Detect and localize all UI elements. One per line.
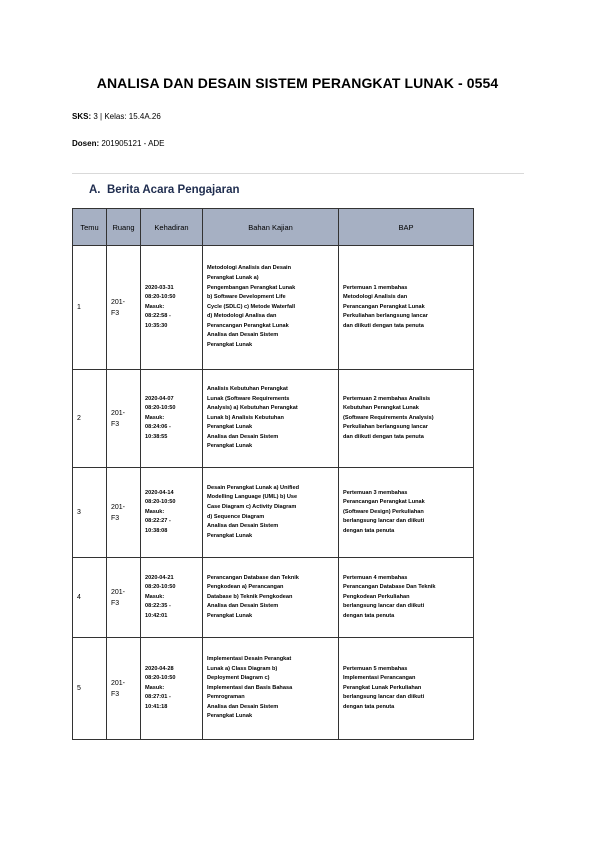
kehadiran-line: 08:22:27 - [145,518,171,525]
kehadiran-line: 10:38:08 [145,527,168,534]
bahan-line: Perangkat Lunak a) [207,274,259,281]
bahan-line: Cycle (SDLC) c) Metode Waterfall [207,303,296,310]
bahan-line: Perangkat Lunak [207,443,253,450]
ruang-line: F3 [111,690,120,698]
kehadiran-line: 2020-04-28 [145,665,174,672]
ruang-line: F3 [111,420,120,428]
cell-bahan-kajian [203,638,339,740]
bap-line: Pengkodean Perkuliahan [343,593,410,600]
bahan-line: Analisa dan Desain Sistem [207,703,279,710]
bahan-line: Database b) Teknik Pengkodean [207,593,293,600]
cell-kehadiran [141,246,203,370]
bahan-line: Perangkat Lunak [207,532,253,539]
bap-line: Kebutuhan Perangkat Lunak [343,405,419,412]
bap-line: Perancangan Perangkat Lunak [343,499,425,506]
bap-line: (Software Requirements Analysis) [343,414,434,421]
cell-bahan-kajian [203,370,339,468]
bahan-line: Perancangan Database dan Teknik [207,574,299,581]
page-title: ANALISA DAN DESAIN SISTEM PERANGKAT LUNAK - 0554 [96,75,499,91]
cell-ruang [107,558,141,638]
kehadiran-line: 10:35:30 [145,322,168,329]
cell-bahan-kajian [203,558,339,638]
ruang-line: 201- [111,679,126,687]
berita-acara-table [72,208,474,740]
sks-kelas-value: 3 | Kelas: 15.4A.26 [93,112,161,121]
kehadiran-line: 10:42:01 [145,612,168,619]
kehadiran-line: 08:20-10:50 [145,584,176,591]
bahan-line: Analisa dan Desain Sistem [207,603,279,610]
cell-kehadiran [141,468,203,558]
ruang-line: 201- [111,298,126,306]
header-bap: BAP [339,209,474,246]
bahan-line: Implementasi dan Basis Bahasa [207,684,293,691]
cell-temu: 5 [73,638,107,740]
cell-ruang [107,370,141,468]
bap-line: berlangsung lancar dan diikuti [343,603,425,610]
header-kehadiran: Kehadiran [141,209,203,246]
dosen-value: 201905121 - ADE [101,139,165,148]
bap-line: Implementasi Perancangan [343,675,416,682]
bap-line: Perancangan Database Dan Teknik [343,584,436,591]
bahan-line: Pemrograman [207,694,245,701]
bahan-line: Pengkodean a) Perancangan [207,584,284,591]
cell-bap [339,370,474,468]
cell-bahan-kajian [203,246,339,370]
kehadiran-line: 10:38:55 [145,433,168,440]
bahan-line: Perangkat Lunak [207,612,253,619]
kehadiran-line: Masuk: [145,593,165,600]
bap-line: dengan tata penuta [343,703,395,710]
ruang-line: 201- [111,409,126,417]
cell-kehadiran [141,370,203,468]
table-row [73,246,474,370]
bahan-line: Desain Perangkat Lunak a) Unified [207,484,300,491]
bap-line: Perancangan Perangkat Lunak [343,303,425,310]
bap-line: Pertemuan 1 membahas [343,284,408,291]
cell-temu: 1 [73,246,107,370]
bap-line: Pertemuan 5 membahas [343,665,408,672]
divider [72,173,524,174]
cell-bap [339,638,474,740]
bahan-line: Analisa dan Desain Sistem [207,433,279,440]
bap-line: Pertemuan 4 membahas [343,574,408,581]
bahan-line: Perancangan Perangkat Lunak [207,322,289,329]
bahan-line: Analisis Kebutuhan Perangkat [207,385,288,392]
bahan-line: Analisa dan Desain Sistem [207,332,279,339]
bap-line: Metodologi Analisis dan [343,294,408,301]
kehadiran-line: Masuk: [145,303,165,310]
cell-bahan-kajian [203,468,339,558]
bap-line: Pertemuan 2 membahas Analisis [343,395,431,402]
bap-line: dan diikuti dengan tata penuta [343,433,424,440]
bap-line: berlangsung lancar dan diikuti [343,518,425,525]
cell-ruang [107,468,141,558]
header-ruang: Ruang [107,209,141,246]
header-bahan-kajian: Bahan Kajian [203,209,339,246]
cell-temu: 3 [73,468,107,558]
table-header-row [73,209,474,246]
bahan-line: Implementasi Desain Perangkat [207,655,292,662]
cell-ruang [107,638,141,740]
bap-line: Perangkat Lunak Perkuliahan [343,684,422,691]
bahan-line: Perangkat Lunak [207,342,253,349]
kehadiran-line: 08:22:35 - [145,603,171,610]
kehadiran-line: 08:22:58 - [145,313,171,320]
kehadiran-line: 2020-04-14 [145,489,174,496]
kehadiran-line: Masuk: [145,414,165,421]
ruang-line: F3 [111,514,120,522]
section-title: Berita Acara Pengajaran [107,184,240,196]
bap-line: berlangsung lancar dan diikuti [343,694,425,701]
bahan-line: Analysis) a) Kebutuhan Perangkat [207,405,298,412]
cell-ruang [107,246,141,370]
header-temu: Temu [73,209,107,246]
bahan-line: Lunak (Software Requirements [207,395,290,402]
bahan-line: b) Software Development Life [207,294,286,301]
table-row [73,370,474,468]
kehadiran-line: Masuk: [145,508,165,515]
kehadiran-line: 10:41:18 [145,703,168,710]
ruang-line: 201- [111,588,126,596]
ruang-line: F3 [111,309,120,317]
bap-line: Perkuliahan berlangsung lancar [343,424,428,431]
kehadiran-line: 2020-04-21 [145,574,174,581]
bap-line: Pertemuan 3 membahas [343,489,408,496]
bap-line: dan diikuti dengan tata penuta [343,322,424,329]
table-row [73,638,474,740]
bap-line: (Software Design) Perkuliahan [343,508,424,515]
bahan-line: Pengembangan Perangkat Lunak [207,284,296,291]
dosen-line [72,139,165,148]
table-row [73,468,474,558]
ruang-line: 201- [111,503,126,511]
ruang-line: F3 [111,599,120,607]
kehadiran-line: 08:20-10:50 [145,499,176,506]
bahan-line: Perangkat Lunak [207,713,253,720]
cell-temu: 2 [73,370,107,468]
bap-line: Perkuliahan berlangsung lancar [343,313,428,320]
kehadiran-line: 2020-04-07 [145,395,174,402]
section-heading [89,184,240,196]
bahan-line: Deployment Diagram c) [207,675,270,682]
kehadiran-line: 2020-03-31 [145,284,174,291]
kehadiran-line: 08:20-10:50 [145,405,176,412]
cell-bap [339,246,474,370]
kehadiran-line: 08:20-10:50 [145,294,176,301]
bahan-line: Lunak a) Class Diagram b) [207,665,278,672]
kehadiran-line: 08:27:01 - [145,694,171,701]
cell-temu: 4 [73,558,107,638]
bahan-line: Perangkat Lunak [207,424,253,431]
dosen-label: Dosen: [72,139,100,148]
bap-line: dengan tata penuta [343,527,395,534]
cell-bap [339,468,474,558]
bahan-line: d) Sequence Diagram [207,513,265,520]
cell-bap [339,558,474,638]
bahan-line: Case Diagram c) Activity Diagram [207,503,297,510]
kehadiran-line: 08:20-10:50 [145,675,176,682]
table-body [73,246,474,740]
kehadiran-line: Masuk: [145,684,165,691]
bahan-line: Modelling Language (UML) b) Use [207,494,298,501]
bahan-line: d) Metodologi Analisa dan [207,313,277,320]
table-row [73,558,474,638]
bahan-line: Metodologi Analisis dan Desain [207,265,292,272]
bahan-line: Analisa dan Desain Sistem [207,523,279,530]
cell-kehadiran [141,558,203,638]
bahan-line: Lunak b) Analisis Kebutuhan [207,414,284,421]
kehadiran-line: 08:24:06 - [145,424,171,431]
cell-kehadiran [141,638,203,740]
section-number: A. [89,184,101,196]
sks-label: SKS: [72,112,92,121]
sks-kelas-line [72,112,161,121]
bap-line: dengan tata penuta [343,612,395,619]
